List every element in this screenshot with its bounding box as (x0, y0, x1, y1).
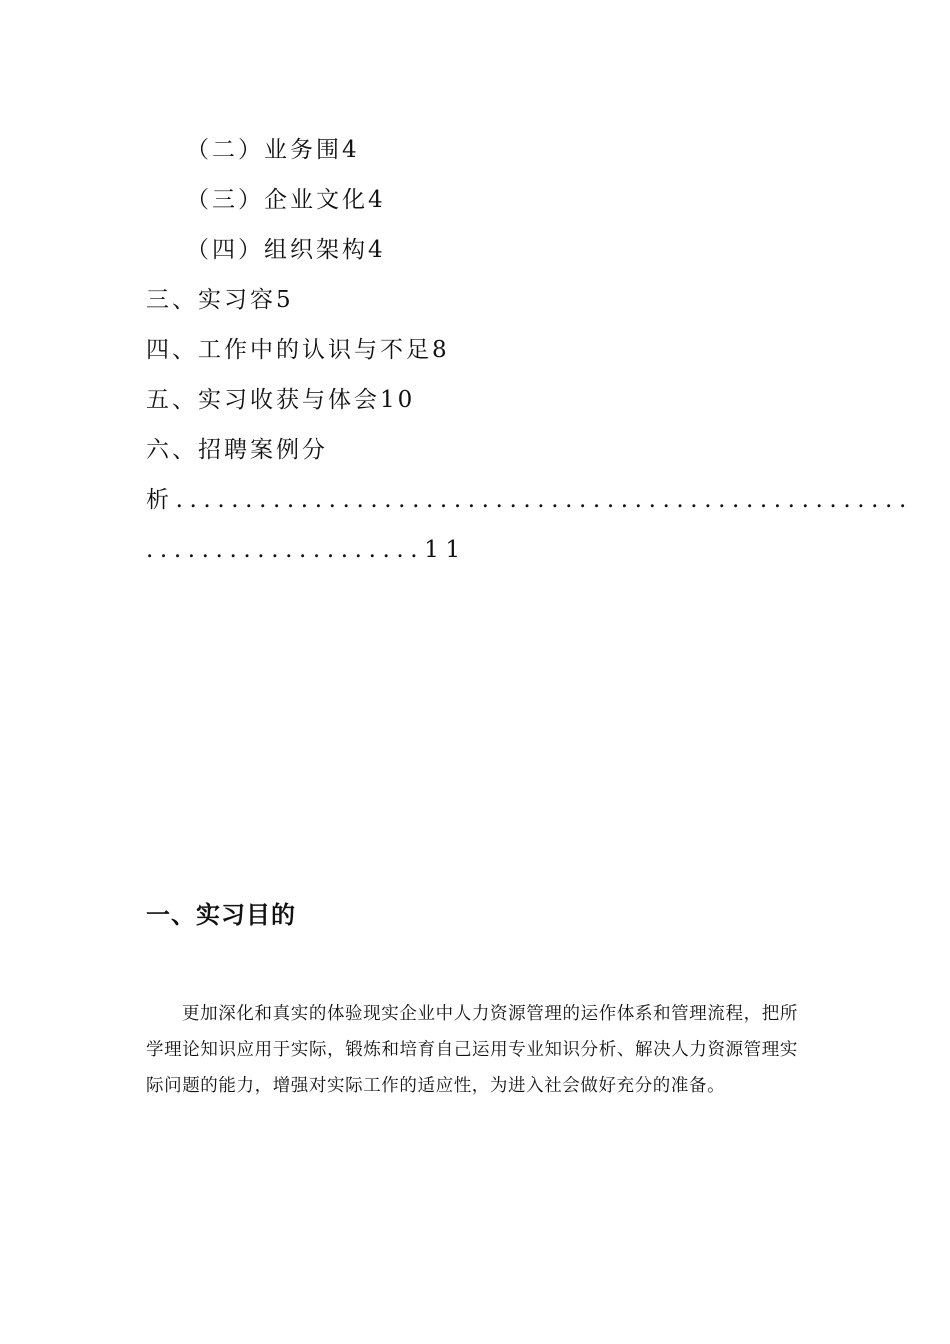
toc-item-understanding-shortcomings[interactable]: 四、工作中的认识与不足8 (146, 337, 450, 363)
toc-item-corporate-culture[interactable]: （三）企业文化4 (186, 187, 386, 213)
section-paragraph: 更加深化和真实的体验现实企业中人力资源管理的运作体系和管理流程，把所学理论知识应用于实际，锻炼和培育自己运用专业知识分析、解决人力资源管理实际问题的能力，增强对实际工作的适应性，为进入社会做好充分的准备。 (146, 1004, 798, 1096)
toc-item-org-structure[interactable]: （四）组织架构4 (186, 237, 386, 263)
toc-item-business-scope[interactable]: （二）业务围4 (186, 137, 360, 163)
toc-item-recruitment-case[interactable]: 六、招聘案例分 (146, 437, 328, 463)
toc-item-recruitment-case-page[interactable]: ....................11 (146, 537, 467, 563)
toc-item-recruitment-case-continued[interactable]: 析..................................................... (146, 487, 913, 513)
toc-item-gains-experience[interactable]: 五、实习收获与体会10 (146, 387, 416, 413)
toc-item-internship-content[interactable]: 三、实习容5 (146, 287, 294, 313)
section-heading: 一、实习目的 (146, 900, 296, 929)
